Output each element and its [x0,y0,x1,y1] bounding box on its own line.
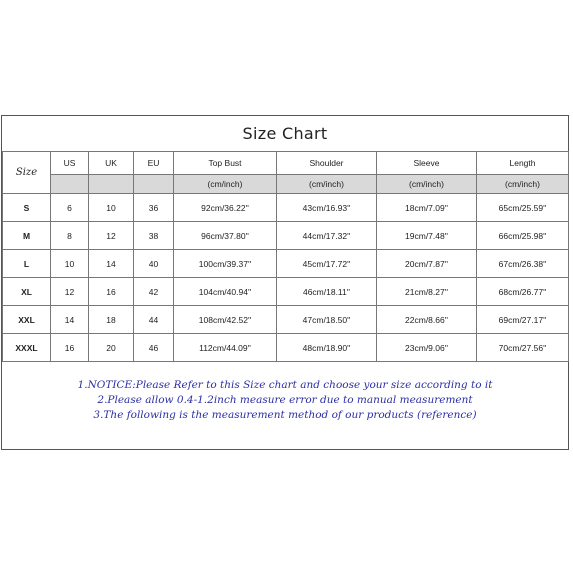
cell-uk: 16 [89,278,134,306]
cell-size: XXXL [3,334,51,362]
cell-eu: 36 [134,194,174,222]
note-line-1: 1.NOTICE:Please Refer to this Size chart and choose your size according to it [77,379,493,391]
table-row [3,194,569,222]
cell-eu: 40 [134,250,174,278]
cell-top-bust: 112cm/44.09'' [174,334,277,362]
cell-length: 69cm/27.17'' [477,306,569,334]
size-chart [1,115,569,450]
cell-shoulder: 46cm/18.11'' [277,278,377,306]
cell-eu: 38 [134,222,174,250]
cell-sleeve: 18cm/7.09'' [377,194,477,222]
chart-title: Size Chart [242,124,328,143]
cell-shoulder: 47cm/18.50'' [277,306,377,334]
cell-size: XXL [3,306,51,334]
cell-shoulder: 43cm/16.93'' [277,194,377,222]
cell-length: 65cm/25.59'' [477,194,569,222]
unit-shoulder: (cm/inch) [277,175,377,194]
cell-uk: 14 [89,250,134,278]
cell-us: 12 [51,278,89,306]
title-band [2,116,568,152]
table-row [3,250,569,278]
cell-sleeve: 19cm/7.48'' [377,222,477,250]
unit-blank-eu [134,175,174,194]
size-table [2,151,569,362]
cell-eu: 42 [134,278,174,306]
header-sleeve: Sleeve [377,152,477,175]
cell-us: 8 [51,222,89,250]
cell-us: 10 [51,250,89,278]
cell-eu: 46 [134,334,174,362]
note-line-2: 2.Please allow 0.4-1.2inch measure error due to manual measurement [97,394,473,406]
unit-row [3,175,569,194]
cell-sleeve: 22cm/8.66'' [377,306,477,334]
cell-us: 16 [51,334,89,362]
cell-uk: 12 [89,222,134,250]
cell-size: S [3,194,51,222]
cell-eu: 44 [134,306,174,334]
cell-sleeve: 20cm/7.87'' [377,250,477,278]
header-length: Length [477,152,569,175]
cell-shoulder: 44cm/17.32'' [277,222,377,250]
cell-top-bust: 104cm/40.94'' [174,278,277,306]
cell-size: XL [3,278,51,306]
header-eu: EU [134,152,174,175]
cell-shoulder: 48cm/18.90'' [277,334,377,362]
cell-sleeve: 21cm/8.27'' [377,278,477,306]
unit-blank-uk [89,175,134,194]
cell-top-bust: 100cm/39.37'' [174,250,277,278]
cell-size: L [3,250,51,278]
cell-length: 67cm/26.38'' [477,250,569,278]
cell-top-bust: 108cm/42.52'' [174,306,277,334]
table-row [3,306,569,334]
header-uk: UK [89,152,134,175]
cell-uk: 18 [89,306,134,334]
header-row [3,152,569,175]
cell-length: 66cm/25.98'' [477,222,569,250]
cell-length: 70cm/27.56'' [477,334,569,362]
unit-blank-us [51,175,89,194]
table-row [3,334,569,362]
cell-us: 14 [51,306,89,334]
unit-length: (cm/inch) [477,175,569,194]
table-row [3,278,569,306]
note-line-3: 3.The following is the measurement method of our products (reference) [93,409,477,421]
header-us: US [51,152,89,175]
cell-sleeve: 23cm/9.06'' [377,334,477,362]
header-shoulder: Shoulder [277,152,377,175]
cell-size: M [3,222,51,250]
cell-uk: 10 [89,194,134,222]
cell-uk: 20 [89,334,134,362]
header-top-bust: Top Bust [174,152,277,175]
cell-top-bust: 96cm/37.80'' [174,222,277,250]
cell-top-bust: 92cm/36.22'' [174,194,277,222]
cell-shoulder: 45cm/17.72'' [277,250,377,278]
cell-length: 68cm/26.77'' [477,278,569,306]
table-row [3,222,569,250]
notes [2,378,568,423]
unit-top-bust: (cm/inch) [174,175,277,194]
header-size: Size [3,152,51,194]
cell-us: 6 [51,194,89,222]
unit-sleeve: (cm/inch) [377,175,477,194]
